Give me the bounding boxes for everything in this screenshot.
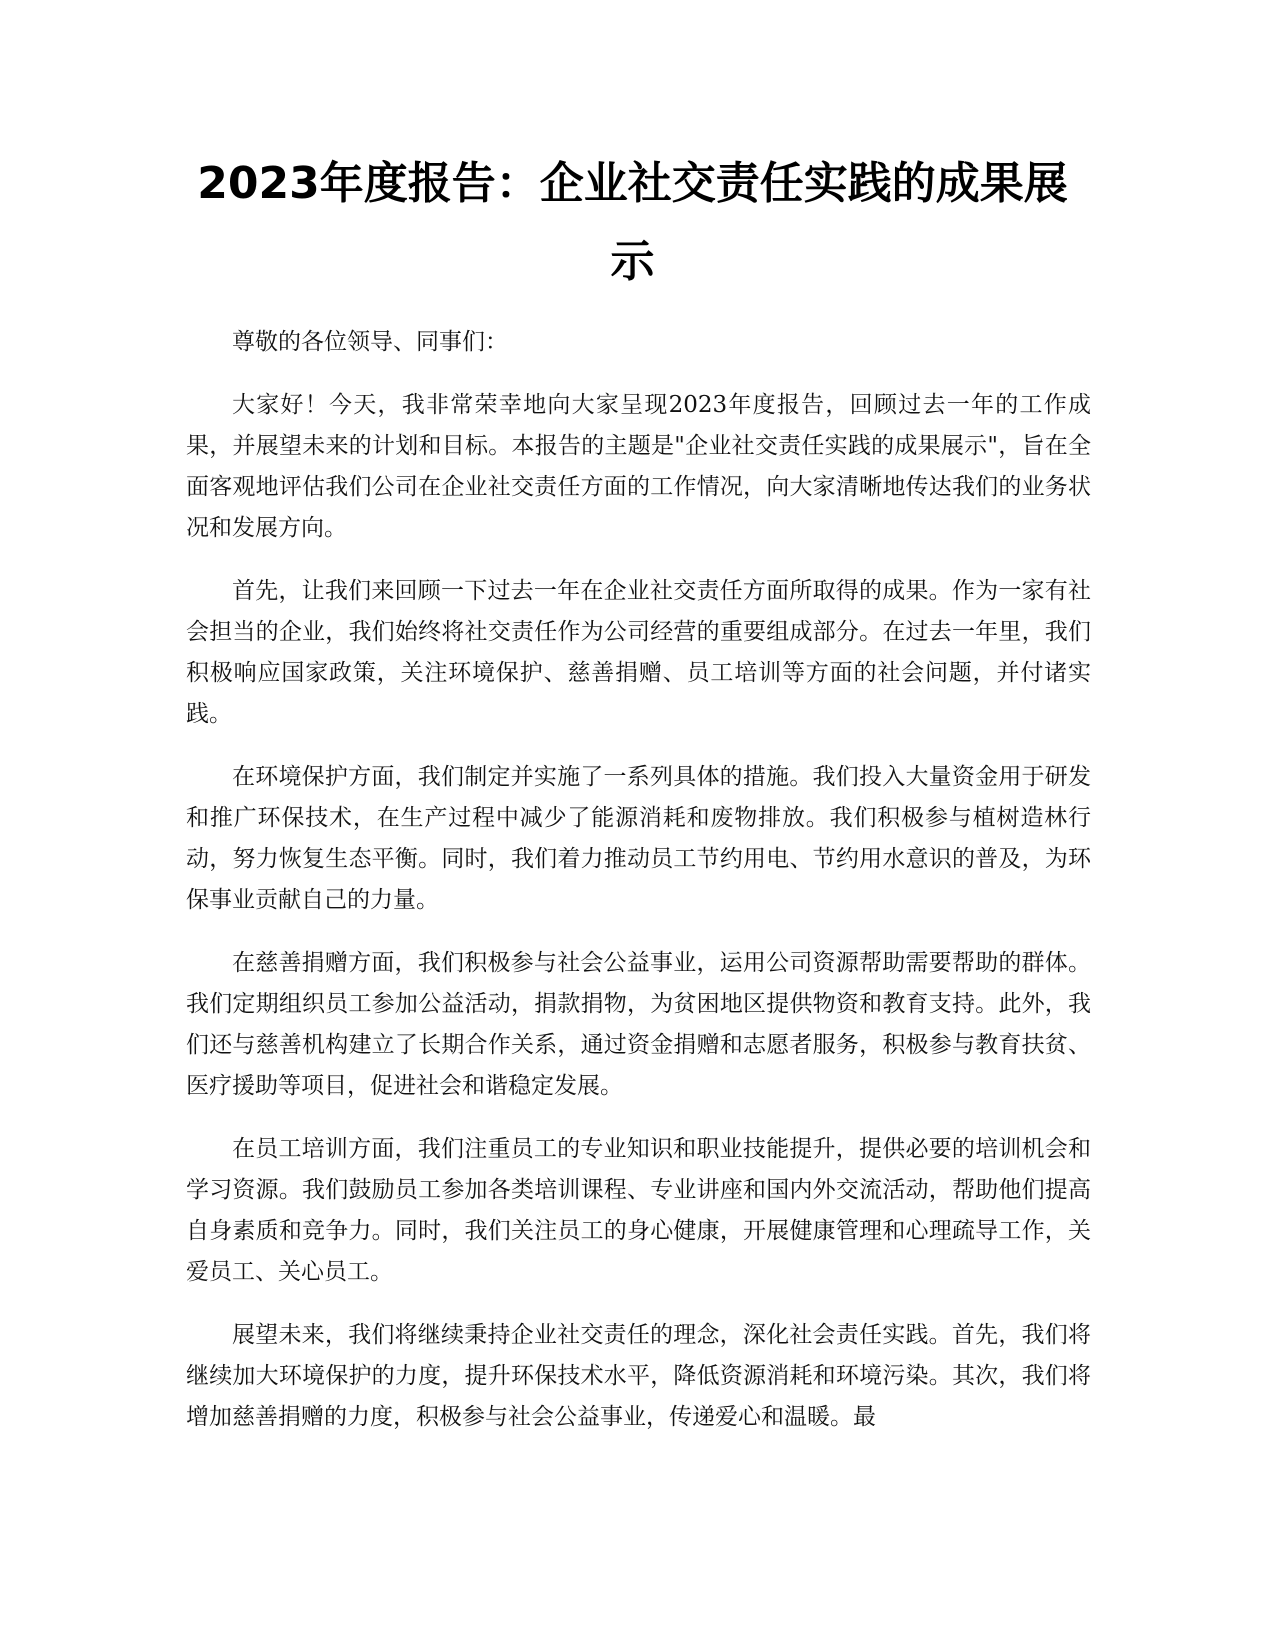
document-body	[186, 322, 1091, 1460]
paragraph-outlook: 展望未来，我们将继续秉持企业社交责任的理念，深化社会责任实践。首先，我们将继续加大环境保护的力度，提升环保技术水平，降低资源消耗和环境污染。其次，我们将增加慈善捐赠的力度，积极参与社会公益事业，传递爱心和温暖。最	[186, 1322, 1091, 1430]
paragraph-training: 在员工培训方面，我们注重员工的专业知识和职业技能提升，提供必要的培训机会和学习资源。我们鼓励员工参加各类培训课程、专业讲座和国内外交流活动，帮助他们提高自身素质和竞争力。同时，我们关注员工的身心健康，开展健康管理和心理疏导工作，关爱员工、关心员工。	[186, 1136, 1091, 1285]
page-title: 2023年度报告：企业社交责任实践的成果展示	[197, 158, 1068, 287]
paragraph-introduction: 大家好！今天，我非常荣幸地向大家呈现2023年度报告，回顾过去一年的工作成果，并展望未来的计划和目标。本报告的主题是"企业社交责任实践的成果展示"，旨在全面客观地评估我们公司在企业社交责任方面的工作情况，向大家清晰地传达我们的业务状况和发展方向。	[186, 392, 1091, 541]
paragraph-charity: 在慈善捐赠方面，我们积极参与社会公益事业，运用公司资源帮助需要帮助的群体。我们定期组织员工参加公益活动，捐款捐物，为贫困地区提供物资和教育支持。此外，我们还与慈善机构建立了长期合作关系，通过资金捐赠和志愿者服务，积极参与教育扶贫、医疗援助等项目，促进社会和谐稳定发展。	[186, 950, 1091, 1099]
paragraph-environment: 在环境保护方面，我们制定并实施了一系列具体的措施。我们投入大量资金用于研发和推广环保技术，在生产过程中减少了能源消耗和废物排放。我们积极参与植树造林行动，努力恢复生态平衡。同时，我们着力推动员工节约用电、节约用水意识的普及，为环保事业贡献自己的力量。	[186, 764, 1091, 913]
paragraph-review: 首先，让我们来回顾一下过去一年在企业社交责任方面所取得的成果。作为一家有社会担当的企业，我们始终将社交责任作为公司经营的重要组成部分。在过去一年里，我们积极响应国家政策，关注环境保护、慈善捐赠、员工培训等方面的社会问题，并付诸实践。	[186, 578, 1091, 727]
paragraph-salutation: 尊敬的各位领导、同事们：	[232, 329, 508, 355]
